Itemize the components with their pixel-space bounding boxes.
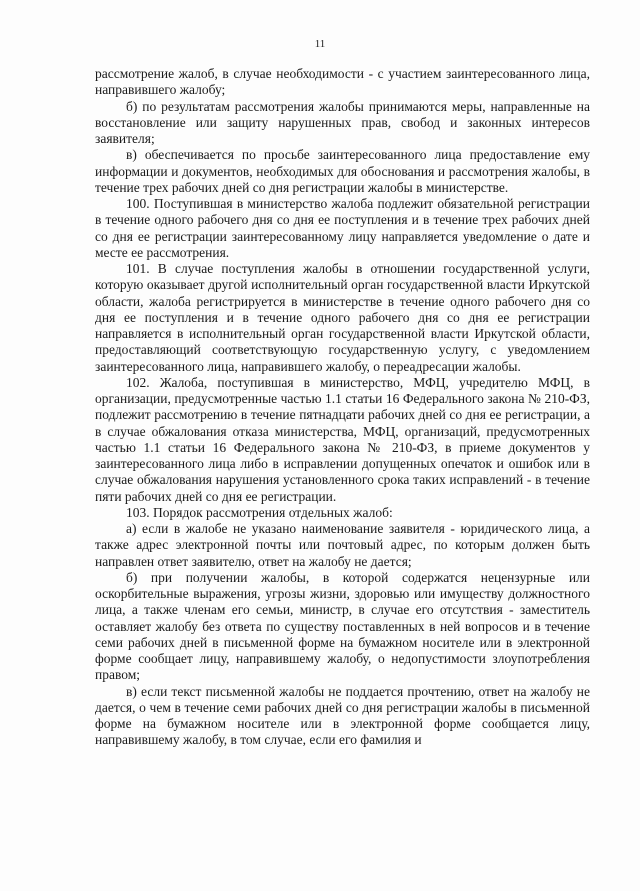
paragraph-103-item-b: б) при получении жалобы, в которой содержатся нецензурные или оскорбительные выражения, угрозы жизни, здоровью или имуществу должностного лица, а также членам его семьи, министр, в случае его отсутствия - заместитель оставляет жалобу без ответа по существу поставленных в ней вопросов и в течение семи рабочих дней в письменной форме на бумажном носителе или в электронной форме сообщает лицу, направившему жалобу, о недопустимости злоупотребления правом; xyxy=(95,569,590,683)
paragraph-item-v-information: в) обеспечивается по просьбе заинтересованного лица предоставление ему информации и документов, необходимых для обоснования и рассмотрения жалобы, в течение трех рабочих дней со дня регистрации жалобы в министерстве. xyxy=(95,147,590,195)
paragraph-102-review-period: 102. Жалоба, поступившая в министерство, МФЦ, учредителю МФЦ, в организации, предусмотренные частью 1.1 статьи 16 Федерального закона № 210-ФЗ, подлежит рассмотрению в течение пятнадцати рабочих дней со дня ее регистрации, а в случае обжалования отказа министерства, МФЦ, организаций, предусмотренных частью 1.1 статьи 16 Федерального закона № 210-ФЗ, в приеме документов у заинтересованного лица либо в исправлении допущенных опечаток и ошибок или в случае обжалования нарушения установленного срока таких исправлений - в течение пяти рабочих дней со дня ее регистрации. xyxy=(95,374,590,504)
paragraph-103-item-a: а) если в жалобе не указано наименование заявителя - юридического лица, а также адрес электронной почты или почтовый адрес, по которым должен быть направлен ответ заявителю, ответ на жалобу не дается; xyxy=(95,521,590,569)
paragraph-101-redirection: 101. В случае поступления жалобы в отношении государственной услуги, которую оказывает другой исполнительный орган государственной власти Иркутской области, жалоба регистрируется в министерстве в течение одного рабочего дня со дня ее поступления и в течение одного рабочего дня со дня ее регистрации направляется в исполнительный орган государственной власти Иркутской области, предоставляющий соответствующую государственную услугу, с уведомлением заинтересованного лица, направившего жалобу, о переадресации жалобы. xyxy=(95,261,590,374)
page-number: 11 xyxy=(314,38,326,50)
paragraph-item-b-measures: б) по результатам рассмотрения жалобы принимаются меры, направленные на восстановление или защиту нарушенных прав, свобод и законных интересов заявителя; xyxy=(95,98,590,146)
paragraph-100-registration: 100. Поступившая в министерство жалоба подлежит обязательной регистрации в течение одного рабочего дня со дня ее поступления и в течение трех рабочих дней со дня ее регистрации заинтересованному лицу направляется уведомление о дате и месте ее рассмотрения. xyxy=(95,196,590,260)
document-body xyxy=(95,66,590,749)
paragraph-continuation: рассмотрение жалоб, в случае необходимости - с участием заинтересованного лица, направившего жалобу; xyxy=(95,66,590,98)
paragraph-103-item-v: в) если текст письменной жалобы не поддается прочтению, ответ на жалобу не дается, о чем в течение семи рабочих дней со дня регистрации жалобы в письменной форме на бумажном носителе или в электронной форме сообщается лицу, направившему жалобу, в том случае, если его фамилия и xyxy=(95,683,590,748)
paragraph-103-procedure: 103. Порядок рассмотрения отдельных жалоб: xyxy=(126,504,393,520)
